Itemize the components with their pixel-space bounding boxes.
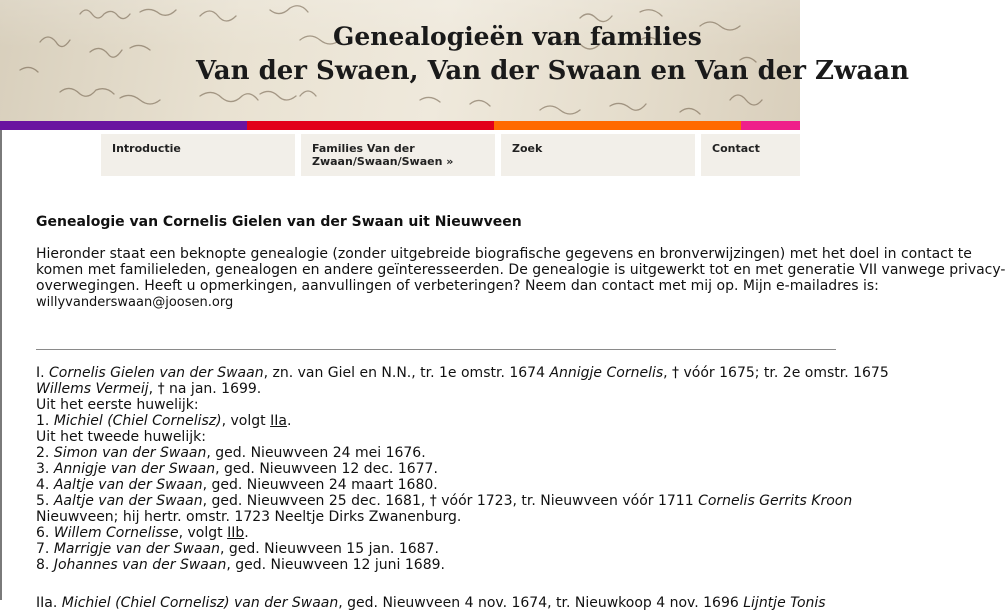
child-entry [36, 413, 836, 429]
entry-text: . [286, 413, 292, 429]
stripe-red [247, 121, 494, 130]
intro-line: overwegingen. Heeft u opmerkingen, aanvullingen of verbeteringen? Neem dan contact met mij op. Mijn e-mailadres is: [36, 278, 879, 294]
nav-label: Contact [712, 142, 760, 155]
intro-text [36, 246, 1005, 311]
child-entry [36, 493, 853, 509]
entry-text: , zn. van Giel en N.N., tr. 1e omstr. 1674 [263, 365, 550, 381]
person-name: Marrigje van der Swaan [53, 541, 220, 557]
entry-number: 8. [36, 557, 54, 573]
entry-text: , † vóór 1675; tr. 2e omstr. 1675 [663, 365, 889, 381]
child-entry [36, 525, 836, 541]
stripe-pink [741, 121, 800, 130]
generation-entry [36, 595, 836, 611]
nav-zoek[interactable] [501, 134, 695, 176]
child-entry [36, 445, 836, 461]
child-entry-cont: Nieuwveen; hij hertr. omstr. 1723 Neeltje Dirks Zwanenburg. [36, 509, 462, 525]
entry-number: 5. [36, 493, 54, 509]
entry-text: , † na jan. 1699. [148, 381, 262, 397]
entry-text: , ged. Nieuwveen 12 juni 1689. [226, 557, 445, 573]
marriage-heading: Uit het eerste huwelijk: [36, 397, 199, 413]
stripe-orange [494, 121, 741, 130]
entry-number: 4. [36, 477, 54, 493]
person-name: Simon van der Swaan [53, 445, 207, 461]
entry-text: , ged. Nieuwveen 15 jan. 1687. [219, 541, 439, 557]
spouse-name: Annigje Cornelis [549, 365, 664, 381]
generation-entry-cont [36, 381, 836, 397]
entry-number: 1. [36, 413, 54, 429]
entry-text: , ged. Nieuwveen 25 dec. 1681, † vóór 1723, tr. Nieuwveen vóór 1711 [202, 493, 699, 509]
entry-number: 7. [36, 541, 54, 557]
person-name: Aaltje van der Swaan [53, 493, 203, 509]
section-divider [36, 349, 836, 350]
entry-number: IIa. [36, 595, 62, 611]
spacer [36, 573, 836, 595]
entry-text: , ged. Nieuwveen 4 nov. 1674, tr. Nieuwkoop 4 nov. 1696 [338, 595, 744, 611]
nav-label: Introductie [112, 142, 181, 155]
entry-number: 2. [36, 445, 54, 461]
color-stripe [0, 121, 800, 130]
person-name: Michiel (Chiel Cornelisz) van der Swaan [61, 595, 339, 611]
stripe-purple [0, 121, 247, 130]
link-iia[interactable]: IIa [270, 413, 287, 429]
email-link[interactable]: willyvanderswaan@joosen.org [36, 295, 234, 310]
child-entry [36, 541, 836, 557]
intro-line: komen met familieleden, genealogen en andere geïnteresseerden. De genealogie is uitgewerkt tot en met generatie VII vanwege privacy- [36, 262, 1005, 278]
site-title-line1: Genealogieën van families [333, 22, 702, 51]
nav-contact[interactable] [701, 134, 800, 176]
site-title-line2: Van der Swaen, Van der Swaan en Van der Zwaan [196, 56, 909, 86]
spouse-name: Cornelis Gerrits Kroon [698, 493, 853, 509]
entry-number: 6. [36, 525, 54, 541]
entry-text: , ged. Nieuwveen 24 mei 1676. [206, 445, 426, 461]
person-name: Annigje van der Swaan [53, 461, 216, 477]
entry-number: 3. [36, 461, 54, 477]
spouse-name: Lijntje Tonis [743, 595, 826, 611]
site-header [0, 0, 909, 121]
entry-number: I. [36, 365, 50, 381]
child-entry [36, 461, 836, 477]
person-name: Michiel (Chiel Cornelisz) [53, 413, 222, 429]
child-entry [36, 557, 836, 573]
person-name: Cornelis Gielen van der Swaan [49, 365, 264, 381]
intro-line: Hieronder staat een beknopte genealogie (zonder uitgebreide biografische gegevens en bronverwijzingen) met het doel in contact te [36, 246, 972, 262]
nav-label: Zoek [512, 142, 543, 155]
entry-text: , ged. Nieuwveen 24 maart 1680. [202, 477, 438, 493]
nav-introductie[interactable] [101, 134, 295, 176]
marriage-heading: Uit het tweede huwelijk: [36, 429, 206, 445]
person-name: Aaltje van der Swaan [53, 477, 203, 493]
entry-text: , ged. Nieuwveen 12 dec. 1677. [215, 461, 438, 477]
nav-label: Families Van der Zwaan/Swaan/Swaen » [312, 142, 454, 168]
entry-text: , volgt [221, 413, 271, 429]
child-entry [36, 477, 836, 493]
generation-entry [36, 365, 889, 381]
person-name: Willem Cornelisse [53, 525, 179, 541]
link-iib[interactable]: IIb [227, 525, 245, 541]
left-border [0, 130, 2, 600]
entry-text: , volgt [178, 525, 228, 541]
nav-families[interactable] [301, 134, 495, 176]
genealogy-list [36, 365, 889, 611]
person-name: Johannes van der Swaan [53, 557, 227, 573]
spouse-name: Willems Vermeij [36, 381, 149, 397]
main-content [36, 212, 1005, 311]
page-title: Genealogie van Cornelis Gielen van der Swaan uit Nieuwveen [36, 214, 522, 230]
entry-text: . [244, 525, 249, 541]
